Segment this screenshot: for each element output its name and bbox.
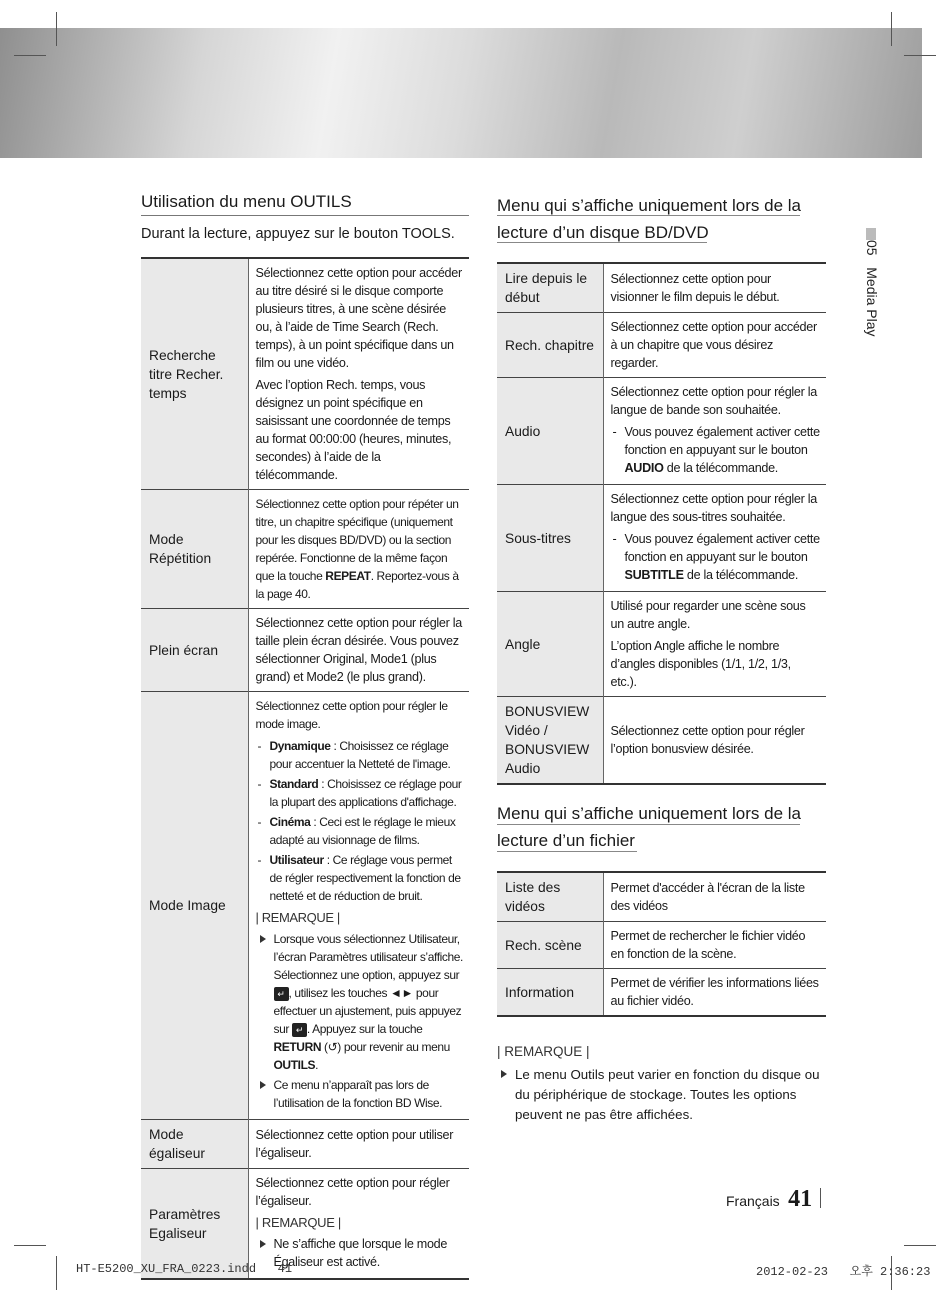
row-label: Rech. chapitre [497, 313, 603, 378]
chapter-label: 05 Media Play [864, 240, 880, 337]
title-underline [497, 824, 800, 825]
title-underline [141, 215, 469, 216]
row-label: Liste des vidéos [497, 872, 603, 922]
row-label: Mode Répétition [141, 490, 248, 609]
intro-text: Durant la lecture, appuyez sur le bouton TOOLS. [141, 226, 455, 242]
tools-menu-table [141, 257, 469, 1280]
row-label: Recherche titre Recher. temps [141, 258, 248, 490]
note-block [497, 1040, 827, 1127]
table-row [141, 692, 469, 1120]
crop-mark [14, 1245, 46, 1246]
table-row [497, 592, 826, 697]
row-description: Sélectionnez cette option pour régler la langue de bande son souhaitée. - Vous pouvez également activer cette fonction en appuyant sur le bouton AUDIO de la télécommande. [603, 378, 826, 485]
crop-mark [904, 1245, 936, 1246]
remark-heading: | REMARQUE | [255, 1215, 341, 1230]
enter-key-icon: ↵ [292, 1023, 307, 1037]
row-label: Audio [497, 378, 603, 485]
row-description: Sélectionnez cette option pour régler l’option bonusview désirée. [610, 724, 805, 756]
table-row [497, 969, 826, 1017]
row-label: Paramètres Egaliseur [141, 1169, 248, 1280]
row-description: Sélectionnez cette option pour accéder à un chapitre que vous désirez regarder. [610, 320, 817, 370]
page-number-divider [820, 1188, 821, 1208]
footer-timestamp: 2012-02-23 오후 2:36:23 [756, 1265, 931, 1279]
title-underline [497, 215, 800, 216]
page-number: 41 [788, 1186, 813, 1212]
table-row [141, 609, 469, 692]
table-row [497, 263, 826, 313]
footer-filename: HT-E5200_XU_FRA_0223.indd 41 [76, 1262, 293, 1276]
section-title-bd-dvd: Menu qui s’affiche uniquement lors de la lecture d’un disque BD/DVD [497, 196, 801, 242]
title-underline [497, 851, 637, 852]
crop-mark [891, 12, 892, 46]
remark-heading: | REMARQUE | [497, 1044, 590, 1059]
table-row [497, 313, 826, 378]
row-description: Permet d'accéder à l'écran de la liste des vidéos [610, 881, 805, 913]
row-label: Plein écran [141, 609, 248, 692]
row-description: Sélectionnez cette option pour utiliser l’égaliseur. [255, 1128, 454, 1160]
table-row [497, 697, 826, 785]
title-underline [497, 242, 707, 243]
header-band [0, 28, 922, 158]
row-label: Lire depuis le début [497, 263, 603, 313]
table-row [497, 922, 826, 969]
crop-mark [56, 12, 57, 46]
row-description: Sélectionnez cette option pour accéder au titre désiré si le disque comporte plusieurs titres, à une scène désirée ou, à l’aide de Time Search (Rech. temps), à un point spécifique dans un film ou une vidéo. Avec l’option Rech. temps, vous désignez un point spécifique en saisissant une coordonnée de temps au format 00:00:00 (heures, minutes, secondes) à l’aide de la télécommande. [255, 266, 462, 482]
bd-dvd-menu-table [497, 262, 826, 785]
table-row [141, 490, 469, 609]
row-label: Rech. scène [497, 922, 603, 969]
row-description: Sélectionnez cette option pour visionner le film depuis le début. [610, 272, 780, 304]
row-label: Mode Image [141, 692, 248, 1120]
row-description: Sélectionnez cette option pour régler l’égaliseur. | REMARQUE | Ne s’affiche que lorsque le mode Égaliseur est activé. [248, 1169, 469, 1280]
table-row [141, 258, 469, 490]
row-description: Permet de vérifier les informations liées au fichier vidéo. [610, 976, 819, 1008]
table-row [497, 378, 826, 485]
table-row [141, 1120, 469, 1169]
row-label: Angle [497, 592, 603, 697]
section-title-tools: Utilisation du menu OUTILS [141, 192, 352, 211]
table-row [497, 872, 826, 922]
row-description: Permet de rechercher le fichier vidéo en fonction de la scène. [610, 929, 806, 961]
row-description: Sélectionnez cette option pour régler la taille plein écran désirée. Vous pouvez sélectionner Original, Mode1 (plus grand) et Mode2 (le plus grand). [255, 616, 462, 684]
note-text: Le menu Outils peut varier en fonction du disque ou du périphérique de stockage. Toutes les options peuvent ne pas être affichées. [497, 1065, 827, 1125]
row-description: Utilisé pour regarder une scène sous un autre angle. L’option Angle affiche le nombre d’angles disponibles (1/1, 1/2, 1/3, etc.). [610, 599, 806, 689]
chapter-tab-marker [866, 228, 876, 240]
crop-mark [904, 55, 936, 56]
row-label: Information [497, 969, 603, 1017]
row-description: Sélectionnez cette option pour régler le mode image. - Dynamique : Choisissez ce réglage pour accentuer la Netteté de l'image. - Standard : Choisissez ce réglage pour la plupart des applications d'affichage. - Cinéma : Ceci est le réglage le mieux adapté au visionnage de films. - Utilisateur : Ce réglage vous permet de régler respectivement la fonction de netteté et de réduction de bruit. | REMARQUE | Lorsque vous sélectionnez Utilisateur, l’écran Paramètres utilisateur s’affiche. Sélectionnez une option, appuyez sur ↵ , utilisez les touches ◄► pour effectuer un ajustement, puis appuyez sur ↵ . Appuyez sur la touche RETURN (↺) pour revenir au menu OUTILS. Ce menu n’apparaît pas lors de l’utilisation de la fonction BD Wise. [248, 692, 469, 1120]
row-description: Sélectionnez cette option pour régler la langue des sous-titres souhaitée. - Vous pouvez également activer cette fonction en appuyant sur le bouton SUBTITLE de la télécommande. [603, 485, 826, 592]
crop-mark [14, 55, 46, 56]
crop-mark [56, 1256, 57, 1290]
enter-key-icon: ↵ [274, 987, 289, 1001]
page-language: Français [726, 1193, 780, 1209]
row-label: Sous-titres [497, 485, 603, 592]
page-number-block [726, 1186, 821, 1213]
row-description: Sélectionnez cette option pour répéter un titre, un chapitre spécifique (uniquement pour les disques BD/DVD) ou la section repérée. Fonctionne de la même façon que la touche REPEAT. Reportez-vous à la page 40. [255, 497, 459, 601]
file-menu-table [497, 871, 826, 1017]
row-label: Mode égaliseur [141, 1120, 248, 1169]
section-title-file: Menu qui s’affiche uniquement lors de la lecture d’un fichier [497, 804, 801, 850]
remark-heading: | REMARQUE | [255, 910, 340, 925]
row-label: BONUSVIEW Vidéo / BONUSVIEW Audio [497, 697, 603, 785]
table-row [497, 485, 826, 592]
